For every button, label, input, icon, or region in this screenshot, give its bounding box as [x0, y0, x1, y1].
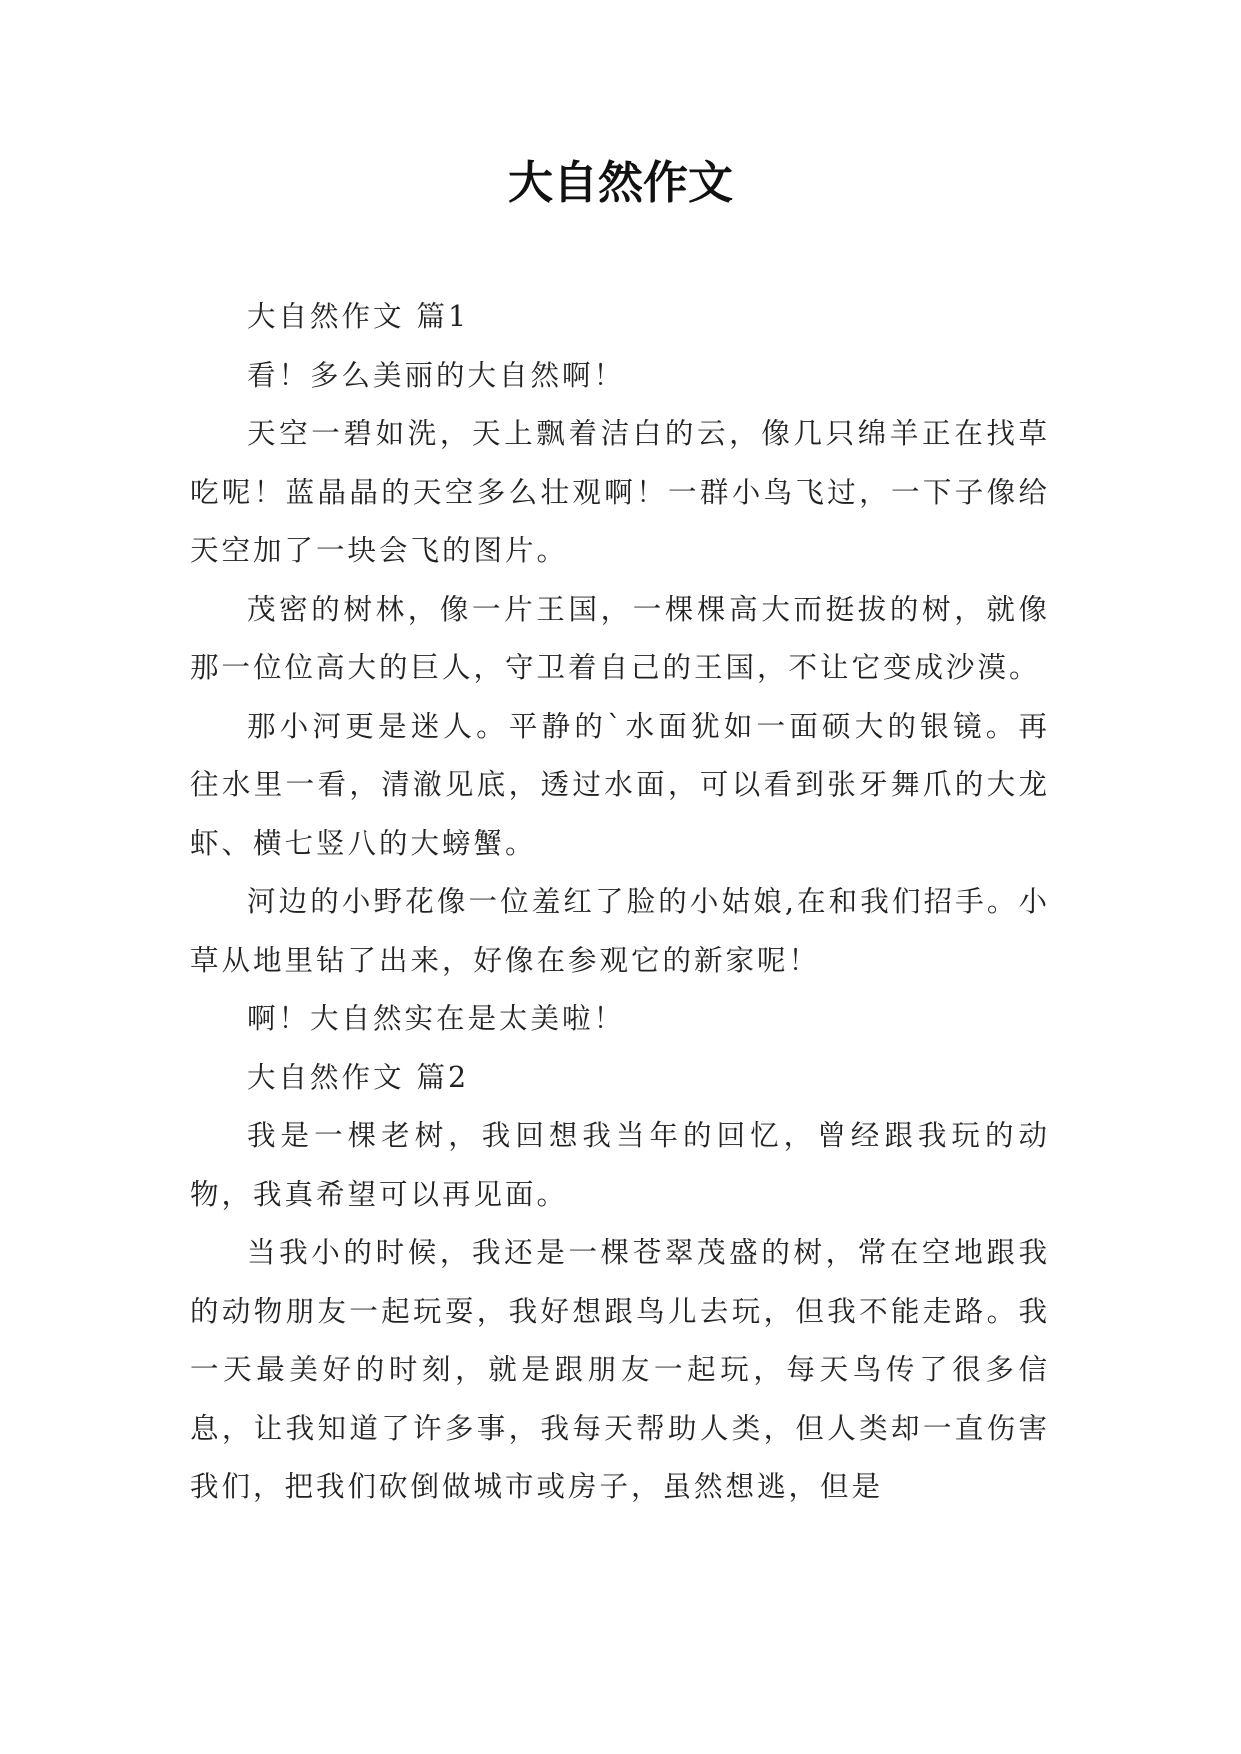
paragraph: 天空一碧如洗，天上飘着洁白的云，像几只绵羊正在找草吃呢！蓝晶晶的天空多么壮观啊！一群小鸟飞过，一下子像给天空加了一块会飞的图片。 [190, 417, 1050, 567]
paragraph: 当我小的时候，我还是一棵苍翠茂盛的树，常在空地跟我的动物朋友一起玩耍，我好想跟鸟儿去玩，但我不能走路。我一天最美好的时刻，就是跟朋友一起玩，每天鸟传了很多信息，让我知道了许多事，我每天帮助人类，但人类却一直伤害我们，把我们砍倒做城市或房子，虽然想逃，但是 [190, 1236, 1050, 1503]
paragraph: 我是一棵老树，我回想我当年的回忆，曾经跟我玩的动物，我真希望可以再见面。 [190, 1119, 1050, 1211]
section-heading-1: 大自然作文 篇1 [247, 300, 470, 333]
document-body [190, 288, 1050, 1517]
document-title: 大自然作文 [507, 156, 733, 209]
paragraph: 啊！大自然实在是太美啦！ [247, 1002, 626, 1035]
section-heading-2: 大自然作文 篇2 [247, 1060, 470, 1094]
paragraph: 那小河更是迷人。平静的`水面犹如一面硕大的银镜。再往水里一看，清澈见底，透过水面，可以看到张牙舞爪的大龙虾、横七竖八的大螃蟹。 [190, 709, 1050, 860]
paragraph: 茂密的树林，像一片王国，一棵棵高大而挺拔的树，就像那一位位高大的巨人，守卫着自己的王国，不让它变成沙漠。 [190, 592, 1050, 684]
paragraph: 河边的小野花像一位羞红了脸的小姑娘,在和我们招手。小草从地里钻了出来，好像在参观它的新家呢！ [190, 885, 1050, 977]
paragraph: 看！多么美丽的大自然啊！ [247, 358, 626, 392]
